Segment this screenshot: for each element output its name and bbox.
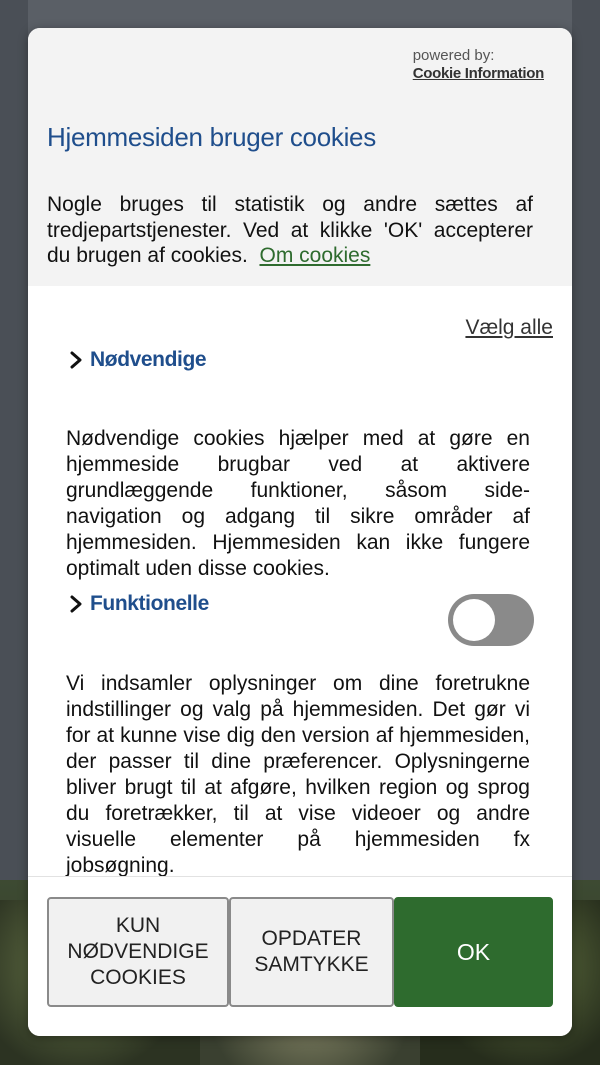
chevron-right-icon: [66, 350, 86, 370]
categories-scroll-area[interactable]: [28, 286, 572, 876]
category-name: Nødvendige: [90, 348, 207, 371]
category-description: Vi indsamler oplysninger om dine foretrukne indstillinger og valg på hjemmesiden. Det gør vi for at kunne vise dig den version af hjemmesiden, der passer til dine præferencer. Oplysningerne bliver brugt til at afgøre, hvilken region og sprog du foretrækker, til at vise videoer og andre visuelle elementer på hjemmesiden fx jobsøgning.: [66, 672, 530, 876]
dialog-footer: [28, 876, 572, 1036]
category-toggle-necessary[interactable]: [66, 348, 206, 372]
intro-text: [47, 192, 533, 269]
category-description: Nødvendige cookies hjælper med at gøre en hjemmeside brugbar ved at aktivere grundlæggende funktioner, såsom side-navigation og adgang til sikre områder af hjemmesiden. Hjemmesiden kan ikke fungere optimalt uden disse cookies.: [66, 427, 530, 580]
cookie-information-link[interactable]: Cookie Information: [412, 65, 544, 82]
powered-by: [413, 47, 544, 83]
ok-button[interactable]: OK: [394, 897, 553, 1007]
chevron-right-icon: [66, 594, 86, 614]
consent-intro: [28, 28, 572, 286]
category-name: Funktionelle: [90, 592, 209, 615]
functional-consent-switch[interactable]: [448, 594, 534, 646]
intro-body: Nogle bruges til statistik og andre sættes af tredjepartstjenester. Ved at klikke 'OK' accepterer du brugen af cookies.: [47, 193, 533, 267]
switch-knob: [453, 599, 495, 641]
dialog-title: Hjemmesiden bruger cookies: [47, 122, 376, 152]
select-all-link[interactable]: Vælg alle: [465, 316, 553, 339]
cookie-consent-dialog: [28, 28, 572, 1036]
category-toggle-functional[interactable]: [66, 592, 209, 616]
update-consent-button[interactable]: OPDATER SAMTYKKE: [229, 897, 394, 1007]
about-cookies-link[interactable]: Om cookies: [259, 244, 371, 267]
necessary-only-button[interactable]: KUN NØDVENDIGE COOKIES: [47, 897, 229, 1007]
powered-by-label: powered by:: [412, 47, 495, 64]
